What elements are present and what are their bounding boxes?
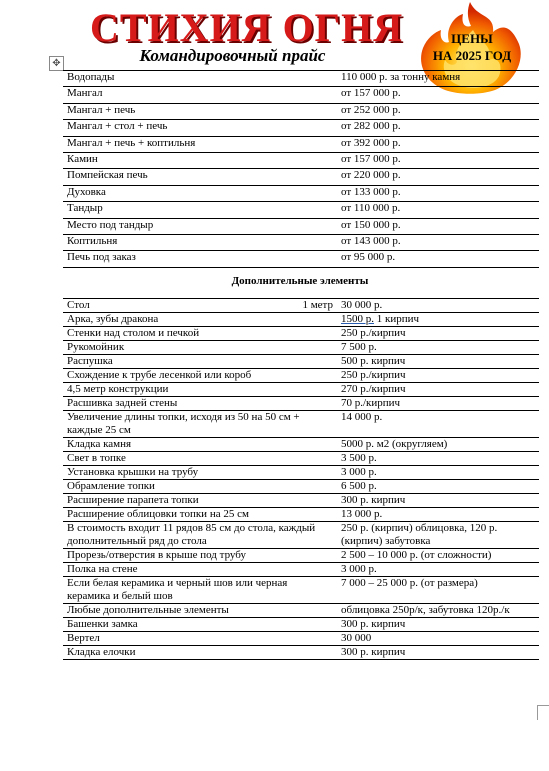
item-price <box>337 494 539 508</box>
table-row <box>63 618 539 632</box>
item-price: от 220 000 р. <box>337 169 539 185</box>
item-name-text: Арка, зубы дракона <box>67 313 159 325</box>
item-name: Печь под заказ <box>63 251 337 267</box>
item-price <box>337 646 539 660</box>
item-name <box>63 452 337 466</box>
item-price <box>337 480 539 494</box>
item-price: от 157 000 р. <box>337 152 539 168</box>
table-row <box>63 563 539 577</box>
item-price <box>337 411 539 438</box>
page-corner-mark <box>537 705 549 720</box>
item-name-text: Любые дополнительные элементы <box>67 604 229 616</box>
item-name-text: 4,5 метр конструкции <box>67 383 169 395</box>
item-name: Камин <box>63 152 337 168</box>
item-price-text: 300 р. кирпич <box>341 494 406 506</box>
table-row <box>63 494 539 508</box>
item-price: от 95 000 р. <box>337 251 539 267</box>
item-price <box>337 452 539 466</box>
item-price-underlined: 1500 р. <box>341 313 374 325</box>
item-price: от 150 000 р. <box>337 218 539 234</box>
table-row <box>63 646 539 660</box>
item-name-text: Расшивка задней стены <box>67 397 178 409</box>
item-price-text: 70 р./кирпич <box>341 397 401 409</box>
brand-title: СТИХИЯ ОГНЯ <box>90 5 404 50</box>
table-row <box>63 397 539 411</box>
item-price-text: 2 500 – 10 000 р. (от сложности) <box>341 549 492 561</box>
item-name-text: Стенки над столом и печкой <box>67 327 200 339</box>
item-price <box>337 383 539 397</box>
item-name: Тандыр <box>63 202 337 218</box>
item-price: от 252 000 р. <box>337 103 539 119</box>
item-name: Мангал + печь <box>63 103 337 119</box>
item-price: от 143 000 р. <box>337 234 539 250</box>
item-name: Мангал + печь + коптильня <box>63 136 337 152</box>
item-name-text: Кладка камня <box>67 438 132 450</box>
item-price <box>337 369 539 383</box>
table-row <box>63 577 539 604</box>
item-price: от 282 000 р. <box>337 120 539 136</box>
item-price <box>337 313 539 327</box>
item-name-text: Расширение парапета топки <box>67 494 199 506</box>
item-name <box>63 355 337 369</box>
item-price <box>337 618 539 632</box>
item-name <box>63 563 337 577</box>
item-price-text: 250 р. (кирпич) облицовка, 120 р. (кирпич) забутовка <box>341 522 498 547</box>
item-name: Коптильня <box>63 234 337 250</box>
item-price <box>337 522 539 549</box>
item-price-text: 270 р./кирпич <box>341 383 406 395</box>
item-name: Мангал + стол + печь <box>63 120 337 136</box>
item-name <box>63 480 337 494</box>
item-name <box>63 522 337 549</box>
badge-line-1: ЦЕНЫ <box>451 31 493 46</box>
item-name <box>63 341 337 355</box>
item-name <box>63 632 337 646</box>
item-name: Место под тандыр <box>63 218 337 234</box>
item-name-text: Кладка елочки <box>67 646 136 658</box>
item-name <box>63 466 337 480</box>
item-price-text: 30 000 <box>341 632 372 644</box>
item-price-text: 300 р. кирпич <box>341 618 406 630</box>
item-name: Мангал <box>63 87 337 103</box>
item-name <box>63 411 337 438</box>
item-price <box>337 549 539 563</box>
item-name <box>63 369 337 383</box>
item-price <box>337 299 539 313</box>
table-row <box>63 452 539 466</box>
item-name <box>63 618 337 632</box>
item-name-text: Вертел <box>67 632 100 644</box>
item-name <box>63 508 337 522</box>
item-price: от 110 000 р. <box>337 202 539 218</box>
item-price <box>337 508 539 522</box>
item-name: Водопады <box>63 71 337 87</box>
table-row <box>63 71 539 87</box>
table-row <box>63 185 539 201</box>
item-name-text: Если белая керамика и черный шов или черная керамика и белый шов <box>67 577 288 602</box>
item-price: от 392 000 р. <box>337 136 539 152</box>
extras-section-title: Дополнительные элементы <box>231 275 369 287</box>
item-name <box>63 383 337 397</box>
item-name-text: Прорезь/отверстия в крыше под трубу <box>67 549 246 561</box>
item-name <box>63 577 337 604</box>
table-row <box>63 299 539 313</box>
item-price-text: 14 000 р. <box>341 411 383 423</box>
item-price <box>337 577 539 604</box>
item-name-text: В стоимость входит 11 рядов 85 см до стола, каждый дополнительный ряд до стола <box>67 522 316 547</box>
item-price-text: 3 000 р. <box>341 466 377 478</box>
table-row <box>63 480 539 494</box>
table-row <box>63 103 539 119</box>
table-row <box>63 234 539 250</box>
page-subtitle: Командировочный прайс <box>139 46 326 65</box>
item-price-text: 5000 р. м2 (округляем) <box>341 438 448 450</box>
table-row <box>63 604 539 618</box>
item-price-text: 250 р./кирпич <box>341 369 406 381</box>
main-price-table <box>63 70 539 268</box>
item-price <box>337 604 539 618</box>
item-name-text: Обрамление топки <box>67 480 155 492</box>
item-name-text: Свет в топке <box>67 452 126 464</box>
table-row <box>63 136 539 152</box>
table-row <box>63 87 539 103</box>
extras-price-table <box>63 298 539 660</box>
item-price: 110 000 р. за тонну камня <box>337 71 539 87</box>
item-price <box>337 341 539 355</box>
item-name <box>63 299 337 313</box>
item-name <box>63 494 337 508</box>
table-row <box>63 202 539 218</box>
table-row <box>63 152 539 168</box>
table-row <box>63 218 539 234</box>
price-year-badge <box>417 30 527 64</box>
item-name-text: Расширение облицовки топки на 25 см <box>67 508 249 520</box>
item-price: от 133 000 р. <box>337 185 539 201</box>
table-row <box>63 251 539 267</box>
table-row <box>63 508 539 522</box>
item-name <box>63 327 337 341</box>
item-name <box>63 604 337 618</box>
table-row <box>63 522 539 549</box>
table-row <box>63 383 539 397</box>
item-price-text: 13 000 р. <box>341 508 383 520</box>
item-name-text: Увеличение длины топки, исходя из 50 на 50 см + каждые 25 см <box>67 411 300 436</box>
item-name-text: Распушка <box>67 355 113 367</box>
item-name-text: Схождение к трубе лесенкой или короб <box>67 369 252 381</box>
table-row <box>63 341 539 355</box>
item-price <box>337 466 539 480</box>
item-name-text: Стол <box>67 299 90 311</box>
item-price-text: 300 р. кирпич <box>341 646 406 658</box>
table-row <box>63 438 539 452</box>
table-row <box>63 120 539 136</box>
item-name <box>63 438 337 452</box>
table-row <box>63 355 539 369</box>
table-row <box>63 169 539 185</box>
item-name-text: Установка крышки на трубу <box>67 466 199 478</box>
table-row <box>63 411 539 438</box>
item-price <box>337 438 539 452</box>
item-price: от 157 000 р. <box>337 87 539 103</box>
item-price-text: 1 кирпич <box>374 313 420 325</box>
table-row <box>63 466 539 480</box>
item-price-text: облицовка 250р/к, забутовка 120р./к <box>341 604 510 616</box>
item-price-text: 6 500 р. <box>341 480 377 492</box>
item-name-text: Полка на стене <box>67 563 138 575</box>
item-name: Помпейская печь <box>63 169 337 185</box>
item-price-text: 3 500 р. <box>341 452 377 464</box>
item-price <box>337 397 539 411</box>
table-row <box>63 632 539 646</box>
item-price <box>337 327 539 341</box>
item-name-text: Рукомойник <box>67 341 125 353</box>
item-name <box>63 397 337 411</box>
table-row <box>63 327 539 341</box>
item-price-text: 3 000 р. <box>341 563 377 575</box>
item-price-text: 500 р. кирпич <box>341 355 406 367</box>
item-price <box>337 632 539 646</box>
item-price <box>337 355 539 369</box>
badge-line-2: НА 2025 ГОД <box>432 48 512 63</box>
item-price-text: 250 р./кирпич <box>341 327 406 339</box>
table-move-handle-icon[interactable]: ✥ <box>49 56 64 71</box>
table-row <box>63 313 539 327</box>
item-name <box>63 646 337 660</box>
item-price-text: 7 500 р. <box>341 341 377 353</box>
item-price-text: 7 000 – 25 000 р. (от размера) <box>341 577 478 589</box>
item-name <box>63 549 337 563</box>
table-row <box>63 549 539 563</box>
table-row <box>63 369 539 383</box>
item-price-text: 30 000 р. <box>341 299 383 311</box>
item-name-text: Башенки замка <box>67 618 138 630</box>
item-name: Духовка <box>63 185 337 201</box>
item-note: 1 метр <box>302 299 333 311</box>
item-price <box>337 563 539 577</box>
item-name <box>63 313 337 327</box>
